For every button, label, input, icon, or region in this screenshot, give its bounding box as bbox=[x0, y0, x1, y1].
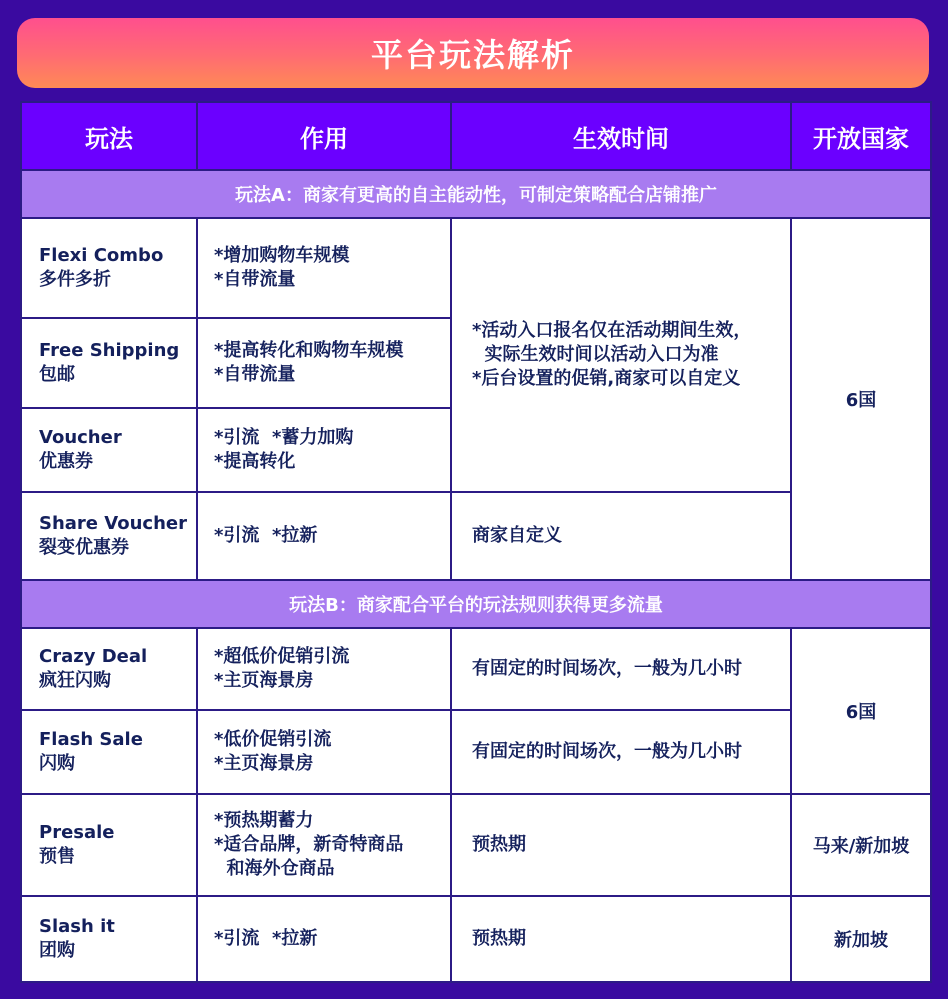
header-country: 开放国家 bbox=[791, 102, 931, 170]
play-effect: *预热期蓄力 *适合品牌，新奇特商品 和海外仓商品 bbox=[197, 794, 451, 896]
play-effect: *提高转化和购物车规模 *自带流量 bbox=[197, 318, 451, 408]
play-effect: *低价促销引流 *主页海景房 bbox=[197, 710, 451, 794]
section-b-label: 玩法B：商家配合平台的玩法规则获得更多流量 bbox=[21, 580, 931, 628]
header-play: 玩法 bbox=[21, 102, 197, 170]
play-time: 预热期 bbox=[451, 896, 791, 982]
title-banner bbox=[17, 18, 929, 88]
table-row bbox=[21, 794, 931, 896]
play-name: Free Shipping 包邮 bbox=[21, 318, 197, 408]
header-row bbox=[21, 102, 931, 170]
play-effect: *引流 *蓄力加购 *提高转化 bbox=[197, 408, 451, 492]
play-name: Slash it 团购 bbox=[21, 896, 197, 982]
play-name: Presale 预售 bbox=[21, 794, 197, 896]
play-name: Crazy Deal 疯狂闪购 bbox=[21, 628, 197, 710]
table-row bbox=[21, 896, 931, 982]
country-b: 6国 bbox=[791, 628, 931, 794]
merged-time-a: *活动入口报名仅在活动期间生效， 实际生效时间以活动入口为准 *后台设置的促销,商家可以自定义 bbox=[451, 218, 791, 492]
play-name: Voucher 优惠券 bbox=[21, 408, 197, 492]
section-a-row bbox=[21, 170, 931, 218]
play-effect: *增加购物车规模 *自带流量 bbox=[197, 218, 451, 318]
play-time: 预热期 bbox=[451, 794, 791, 896]
play-table bbox=[20, 101, 932, 983]
table-row bbox=[21, 218, 931, 318]
play-effect: *超低价促销引流 *主页海景房 bbox=[197, 628, 451, 710]
play-name: Flash Sale 闪购 bbox=[21, 710, 197, 794]
play-time: 商家自定义 bbox=[451, 492, 791, 580]
country-a: 6国 bbox=[791, 218, 931, 580]
play-time: 有固定的时间场次，一般为几小时 bbox=[451, 628, 791, 710]
play-time: 有固定的时间场次，一般为几小时 bbox=[451, 710, 791, 794]
play-effect: *引流 *拉新 bbox=[197, 896, 451, 982]
header-time: 生效时间 bbox=[451, 102, 791, 170]
play-effect: *引流 *拉新 bbox=[197, 492, 451, 580]
header-effect: 作用 bbox=[197, 102, 451, 170]
play-name: Share Voucher 裂变优惠券 bbox=[21, 492, 197, 580]
play-country: 马来/新加坡 bbox=[791, 794, 931, 896]
table-row bbox=[21, 628, 931, 710]
section-a-label: 玩法A：商家有更高的自主能动性，可制定策略配合店铺推广 bbox=[21, 170, 931, 218]
section-b-row bbox=[21, 580, 931, 628]
play-country: 新加坡 bbox=[791, 896, 931, 982]
play-name: Flexi Combo 多件多折 bbox=[21, 218, 197, 318]
page-title: 平台玩法解析 bbox=[370, 36, 575, 74]
